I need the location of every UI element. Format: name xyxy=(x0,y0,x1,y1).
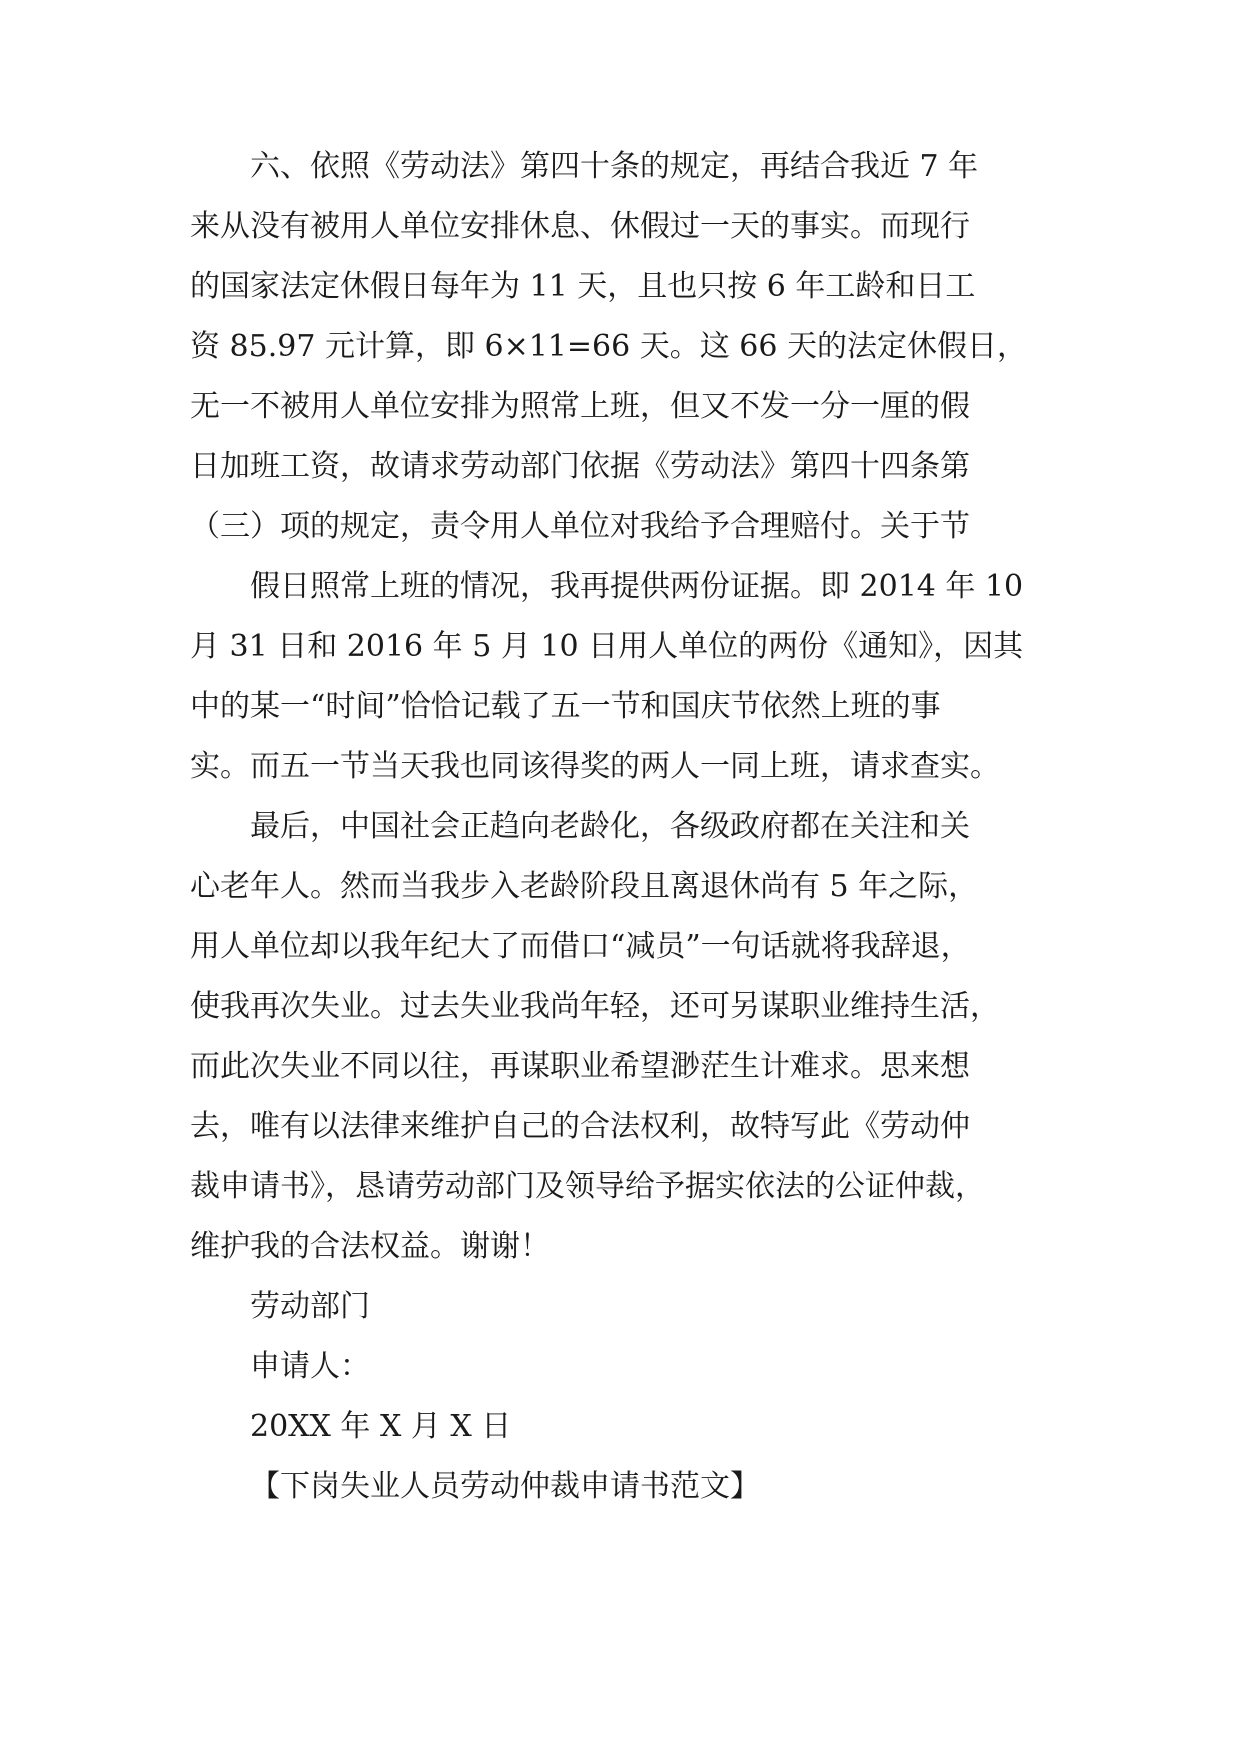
recipient-line: 劳动部门 xyxy=(250,1289,370,1324)
paragraph-line: 而此次失业不同以往，再谋职业希望渺茫生计难求。思来想 xyxy=(190,1049,970,1084)
paragraph-line: 维护我的合法权益。谢谢！ xyxy=(190,1229,550,1264)
paragraph-line: 资 85.97 元计算，即 6×11=66 天。这 66 天的法定休假日， xyxy=(190,329,1027,364)
paragraph-line: 最后，中国社会正趋向老龄化，各级政府都在关注和关 xyxy=(250,809,970,844)
paragraph-line: 去，唯有以法律来维护自己的合法权利，故特写此《劳动仲 xyxy=(190,1109,970,1144)
applicant-line: 申请人： xyxy=(250,1349,370,1384)
paragraph-line: 中的某一“时间”恰恰记载了五一节和国庆节依然上班的事 xyxy=(190,689,941,724)
paragraph-line: 心老年人。然而当我步入老龄阶段且离退休尚有 5 年之际， xyxy=(190,869,979,904)
paragraph-line: 月 31 日和 2016 年 5 月 10 日用人单位的两份《通知》，因其 xyxy=(190,629,1024,664)
paragraph-line: 使我再次失业。过去失业我尚年轻，还可另谋职业维持生活， xyxy=(190,989,1000,1024)
paragraph-line: 实。而五一节当天我也同该得奖的两人一同上班，请求查实。 xyxy=(190,749,1000,784)
paragraph-line: 来从没有被用人单位安排休息、休假过一天的事实。而现行 xyxy=(190,209,970,244)
date-line: 20XX 年 X 月 X 日 xyxy=(250,1409,512,1444)
paragraph-line: 日加班工资，故请求劳动部门依据《劳动法》第四十四条第 xyxy=(190,449,970,484)
paragraph-line: 假日照常上班的情况，我再提供两份证据。即 2014 年 10 xyxy=(250,569,1024,604)
paragraph-line: 六、依照《劳动法》第四十条的规定，再结合我近 7 年 xyxy=(250,149,979,184)
paragraph-line: 用人单位却以我年纪大了而借口“减员”一句话就将我辞退， xyxy=(190,929,971,964)
paragraph-line: （三）项的规定，责令用人单位对我给予合理赔付。关于节 xyxy=(190,509,970,544)
paragraph-line: 裁申请书》，恳请劳动部门及领导给予据实依法的公证仲裁， xyxy=(190,1169,985,1204)
paragraph-line: 的国家法定休假日每年为 11 天，且也只按 6 年工龄和日工 xyxy=(190,269,976,304)
section-heading: 【下岗失业人员劳动仲裁申请书范文】 xyxy=(250,1469,760,1504)
paragraph-line: 无一不被用人单位安排为照常上班，但又不发一分一厘的假 xyxy=(190,389,970,424)
